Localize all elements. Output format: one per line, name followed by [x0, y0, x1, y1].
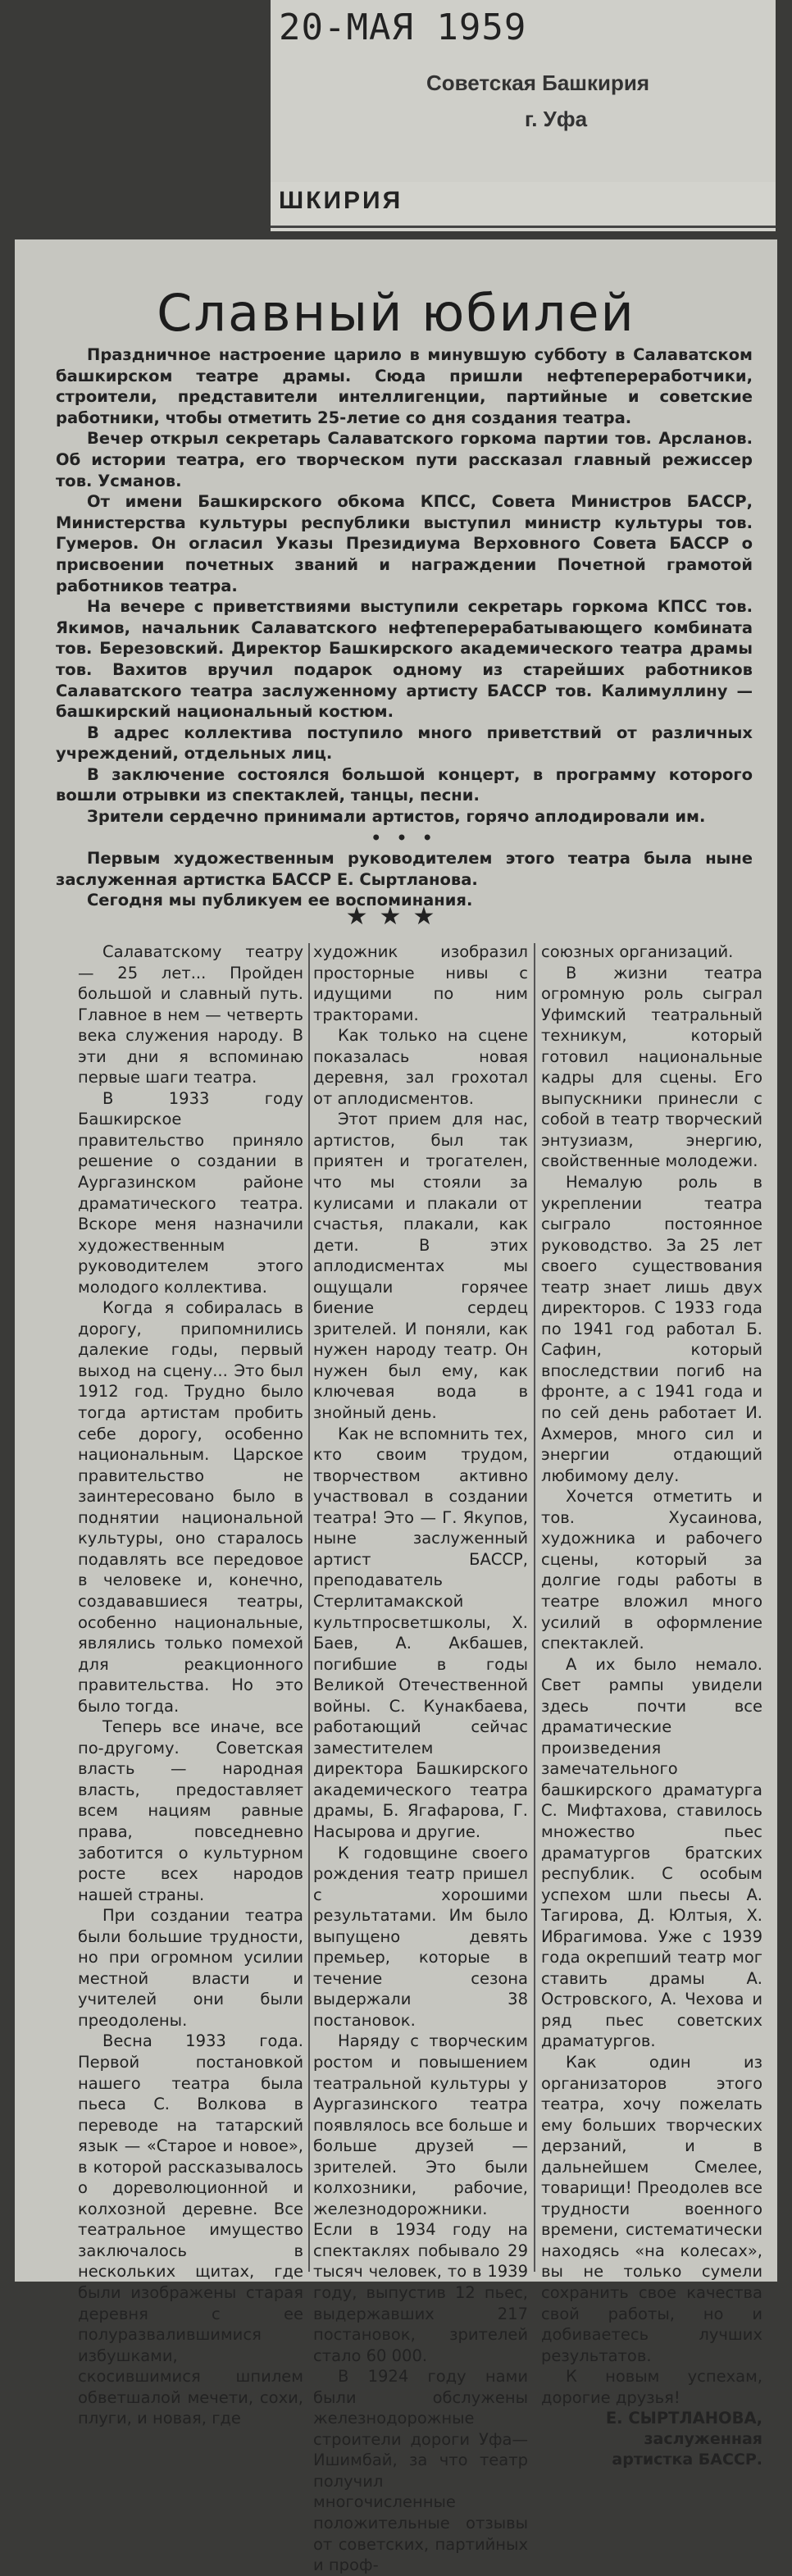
- article-lead: [56, 344, 753, 911]
- column-paragraph: Теперь все иначе, все по-другому. Советская власть — народная власть, предоставляет всем нациям равные права, повседневно заботится о культурном росте всех народов нашей страны.: [78, 1717, 303, 1904]
- column-paragraph: К годовщине своего рождения театр пришел с хорошими результатами. Им было выпущено девять премьер, которые в течение сезона выдержали 38 постановок.: [313, 1843, 528, 2030]
- column-paragraph: А их было немало. Свет рампы увидели здесь почти все драматические произведения замечательного башкирского драматурга С. Мифтахова, ставилось множество пьес драматургов братских республик. С особым успехом шли пьесы А. Тагирова, Д. Юлтыя, Х. Ибрагимова. Уже с 1939 года окрепший театр мог ставить драмы А. Островского, А. Чехова и ряд пьес советских драматургов.: [541, 1654, 762, 2051]
- column-paragraph: Как один из организаторов этого театра, хочу пожелать ему больших творческих дерзаний, и в дальнейшем Смелее, товарищи! Преодолев все трудности военного времени, систематически находясь «на колесах», вы не только сумели сохранить свое качества свой работы, но и добиваетесь лучших результатов.: [541, 2052, 762, 2365]
- intro-paragraph: Первым художественным руководителем этого театра была ныне заслуженная артистка БАССР Е. Сыртланова.: [56, 849, 753, 889]
- column-paragraph: Этот прием для нас, артистов, был так приятен и трогателен, что мы стояли за кулисами и плакали от счастья, плакали, как дети. В этих аплодисментах мы ощущали горячее биение сердец зрителей. И поняли, как нужен народу театр. Он нужен был ему, как ключевая вода в знойный день.: [313, 1110, 528, 1423]
- column-rule: [534, 943, 535, 2272]
- newspaper-stamp: Советская Башкирия: [426, 71, 649, 95]
- lead-paragraph: Вечер открыл секретарь Салаватского горкома партии тов. Арсланов. Об истории театра, его творческом пути рассказал главный режиссер тов. Усманов.: [56, 429, 753, 490]
- separator-dots: • • •: [371, 828, 438, 847]
- column-paragraph: Немалую роль в укреплении театра сыграло постоянное руководство. За 25 лет своего существования театр знает лишь двух директоров. С 1933 года по 1941 год работал Б. Сафин, который впоследствии погиб на фронте, а с 1941 года и по сей день работает И. Ахмеров, много сил и энергии отдающий любимому делу.: [541, 1173, 762, 1485]
- column-paragraph: При создании театра были большие трудности, но при огромном усилии местной власти и учителей они были преодолены.: [78, 1906, 303, 2030]
- masthead-rule: [271, 226, 776, 228]
- column-paragraph: В 1933 году Башкирское правительство приняло решение о создании в Аургазинском районе драматического театра. Вскоре меня назначили художественным руководителем этого молодого коллектива.: [78, 1088, 303, 1297]
- lead-paragraph: На вечере с приветствиями выступили секретарь горкома КПСС тов. Якимов, начальник Салаватского нефтеперерабатывающего комбината тов. Березовский. Директор Башкирского академического театра драмы тов. Вахитов вручил подарок одному из старейших работников Салаватского театра заслуженному артисту БАССР тов. Калимуллину — башкирский национальный костюм.: [56, 597, 753, 722]
- column-paragraph: В жизни театра огромную роль сыграл Уфимский театральный техникум, который готовил национальные кадры для сцены. Его выпускники принесли с собой в театр творческий энтузиазм, энергию, свойственные молодежи.: [541, 963, 762, 1171]
- masthead-fragment: ШКИРИЯ: [279, 187, 403, 214]
- memoir-column-2: [313, 941, 528, 2576]
- memoir-column-3: [541, 941, 762, 2471]
- intro-paragraph: Сегодня мы публикуем ее воспоминания.: [87, 891, 473, 910]
- signature-title: заслуженная артистка БАССР.: [612, 2429, 762, 2469]
- column-paragraph: союзных организаций.: [541, 942, 734, 961]
- column-paragraph: К новым успехам, дорогие друзья!: [541, 2367, 762, 2407]
- date-stamp: 20-МАЯ 1959: [279, 7, 527, 48]
- column-paragraph: В 1924 году нами были обслужены железнодорожные строители дороги Уфа—Ишимбай, за что театр получил многочисленные положительные отзывы от советских, партийных и проф-: [313, 2367, 528, 2575]
- column-rule: [308, 943, 310, 2272]
- signature-name: Е. СЫРТЛАНОВА,: [605, 2409, 762, 2428]
- city-stamp: г. Уфа: [525, 107, 588, 131]
- lead-paragraph: Зрители сердечно принимали артистов, горячо аплодировали им.: [87, 807, 706, 827]
- column-paragraph: художник изобразил просторные нивы с идущими по ним тракторами.: [313, 942, 528, 1024]
- lead-paragraph: В адрес коллектива поступило много приветствий от различных учреждений, отдельных лиц.: [56, 723, 753, 764]
- lead-paragraph: В заключение состоялся большой концерт, в программу которого вошли отрывки из спектаклей, танцы, песни.: [56, 764, 753, 805]
- column-paragraph: Весна 1933 года. Первой постановкой нашего театра была пьеса С. Волкова в переводе на татарский язык — «Старое и новое», в которой рассказывалось о дореволюционной и колхозной деревне. Все театральное имущество заключалось в нескольких щитах, где были изображены старая деревня с ее полуразвалившимися избушками, скосившимися шпилем обветшалой мечети, сохи, плуги, и новая, где: [78, 2031, 303, 2428]
- column-paragraph: Хочется отметить и тов. Хусаинова, художника и рабочего сцены, который за долгие годы работы в театре вложил много усилий в оформление спектаклей.: [541, 1487, 762, 1653]
- article-title: Славный юбилей: [157, 283, 635, 343]
- memoir-column-1: [78, 941, 303, 2429]
- column-paragraph: Наряду с творческим ростом и повышением театральной культуры у Аургазинского театра появлялось все больше и больше друзей — зрителей. Это были колхозники, рабочие, железнодорожники. Если в 1934 году на спектаклях побывало 29 тысяч человек, то в 1939 году, выпустив 12 пьес, выдержавших 217 постановок, зрителей стало 60 000.: [313, 2031, 528, 2365]
- column-paragraph: Как не вспомнить тех, кто своим трудом, творчеством активно участвовал в создании театра! Это — Г. Якупов, ныне заслуженный артист БАССР, преподаватель Стерлитамакской культпросветшколы, Х. Баев, А. Акбашев, погибшие в годы Великой Отечественной войны. С. Кунакбаева, работающий сейчас заместителем директора Башкирского академического театра драмы, Б. Ягафарова, Г. Насырова и другие.: [313, 1424, 528, 1841]
- column-paragraph: Когда я собиралась в дорогу, припомнились далекие годы, первый выход на сцену... Это был 1912 год. Трудно было тогда артистам пробить себе дорогу, особенно национальным. Царское правительство не заинтересовано было в поднятии национальной культуры, оно старалось подавлять все передовое в человеке и, конечно, создававшиеся театры, особенно национальные, являлись только помехой для реакционного правительства. Но это было тогда.: [78, 1298, 303, 1716]
- column-paragraph: Салаватскому театру — 25 лет... Пройден большой и славный путь. Главное в нем — четверть века служения народу. В эти дни я вспоминаю первые шаги театра.: [78, 942, 303, 1087]
- lead-paragraph: От имени Башкирского обкома КПСС, Совета Министров БАССР, Министерства культуры республики выступил министр культуры тов. Гумеров. Он огласил Указы Президиума Верховного Совета БАССР о присвоении почетных званий и награждении Почетной грамотой работников театра.: [56, 492, 753, 595]
- separator-stars: ★★★: [345, 903, 447, 930]
- column-paragraph: Как только на сцене показалась новая деревня, зал грохотал от аплодисментов.: [313, 1026, 528, 1108]
- lead-paragraph: Праздничное настроение царило в минувшую субботу в Салаватском башкирском театре драмы. Сюда пришли нефтепереработчики, строители, представители интеллигенции, партийные и советские работники, чтобы отметить 25-летие со дня создания театра.: [56, 345, 753, 427]
